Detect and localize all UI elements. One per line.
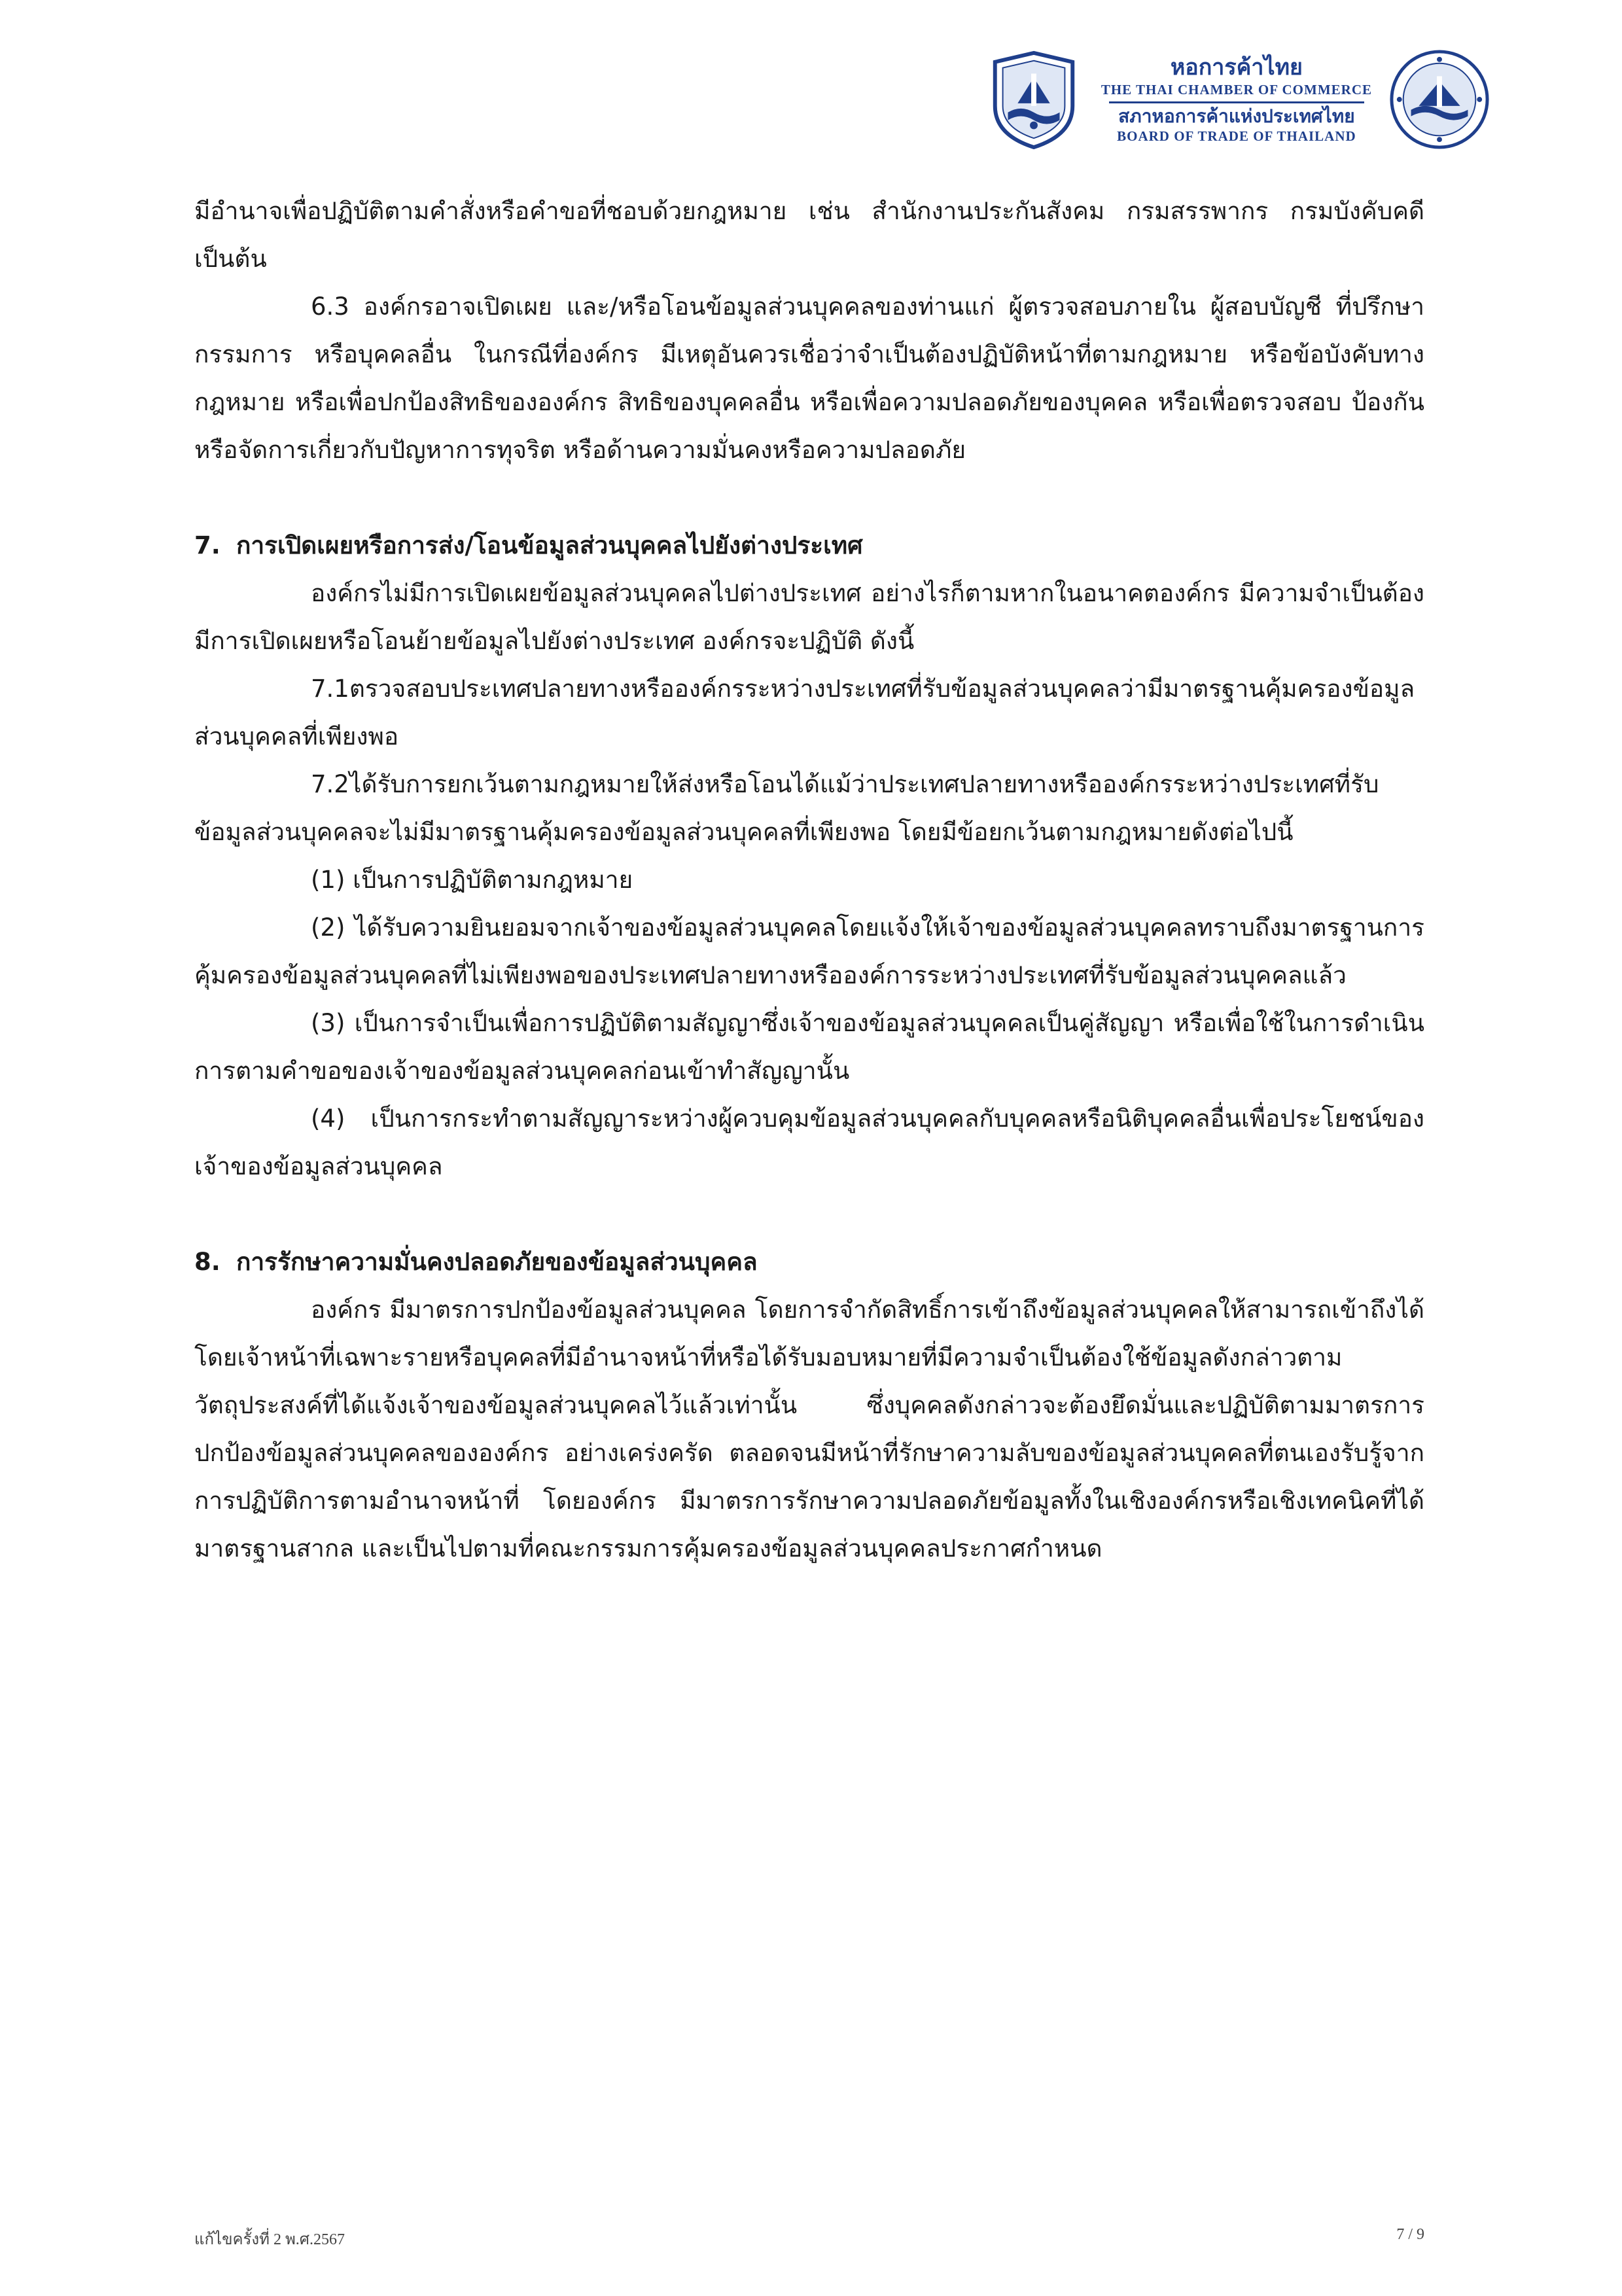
section-7-title: การเปิดเผยหรือการส่ง/โอนข้อมูลส่วนบุคคลไปยังต่างประเทศ <box>236 531 863 559</box>
paragraph-continuation: มีอำนาจเพื่อปฏิบัติตามคำสั่งหรือคำขอที่ชอบด้วยกฎหมาย เช่น สำนักงานประกันสังคม กรมสรรพากร กรมบังคับคดี เป็นต้น <box>194 197 1424 273</box>
section-7-item-2: (2) ได้รับความยินยอมจากเจ้าของข้อมูลส่วนบุคคลโดยแจ้งให้เจ้าของข้อมูลส่วนบุคคลทราบถึงมาตรฐานการคุ้มครองข้อมูลส่วนบุคคลที่ไม่เพียงพอของประเทศปลายทางหรือองค์การระหว่างประเทศที่รับข้อมูลส่วนบุคคลแล้ว <box>194 913 1424 989</box>
section-7-item-3: (3) เป็นการจำเป็นเพื่อการปฏิบัติตามสัญญาซึ่งเจ้าของข้อมูลส่วนบุคคลเป็นคู่สัญญา หรือเพื่อใช้ในการดำเนินการตามคำขอของเจ้าของข้อมูลส่วนบุคคลก่อนเข้าทำสัญญานั้น <box>194 1009 1424 1085</box>
section-spacer <box>194 474 1424 521</box>
board-name-en: BOARD OF TRADE OF THAILAND <box>1117 128 1356 145</box>
section-8-heading <box>194 1238 1424 1286</box>
section-7-heading <box>194 521 1424 569</box>
paragraph-6-3: 6.3 องค์กรอาจเปิดเผย และ/หรือโอนข้อมูลส่วนบุคคลของท่านแก่ ผู้ตรวจสอบภายใน ผู้สอบบัญชี ที่ปรึกษากรรมการ หรือบุคคลอื่น ในกรณีที่องค์กร มีเหตุอันควรเชื่อว่าจำเป็นต้องปฏิบัติหน้าที่ตามกฎหมาย หรือข้อบังคับทางกฎหมาย หรือเพื่อปกป้องสิทธิขององค์กร สิทธิของบุคคลอื่น หรือเพื่อความปลอดภัยของบุคคล หรือเพื่อตรวจสอบ ป้องกัน หรือจัดการเกี่ยวกับปัญหาการทุจริต หรือด้านความมั่นคงหรือความปลอดภัย <box>194 292 1424 464</box>
page-number: 7 / 9 <box>1396 2226 1424 2243</box>
document-body <box>194 187 1424 1572</box>
section-7-item-1: (1) เป็นการปฏิบัติตามกฎหมาย <box>311 866 633 894</box>
section-7-2: 7.2ได้รับการยกเว้นตามกฎหมายให้ส่งหรือโอนได้แม้ว่าประเทศปลายทางหรือองค์กรระหว่างประเทศที่รับข้อมูลส่วนบุคคลจะไม่มีมาตรฐานคุ้มครองข้อมูลส่วนบุคคลที่เพียงพอ โดยมีข้อยกเว้นตามกฎหมายดังต่อไปนี้ <box>194 770 1379 846</box>
page-footer <box>194 2226 1424 2252</box>
section-8-number: 8. <box>194 1248 220 1276</box>
section-7-number: 7. <box>194 531 220 559</box>
chamber-name-th: หอการค้าไทย <box>1170 54 1303 80</box>
section-8-paragraph: องค์กร มีมาตรการปกป้องข้อมูลส่วนบุคคล โดยการจำกัดสิทธิ์การเข้าถึงข้อมูลส่วนบุคคลให้สามารถเข้าถึงได้โดยเจ้าหน้าที่เฉพาะรายหรือบุคคลที่มีอำนาจหน้าที่หรือได้รับมอบหมายที่มีความจำเป็นต้องใช้ข้อมูลดังกล่าวตามวัตถุประสงค์ที่ได้แจ้งเจ้าของข้อมูลส่วนบุคคลไว้แล้วเท่านั้น ซึ่งบุคคลดังกล่าวจะต้องยึดมั่นและปฏิบัติตามมาตรการปกป้องข้อมูลส่วนบุคคลขององค์กร อย่างเคร่งครัด ตลอดจนมีหน้าที่รักษาความลับของข้อมูลส่วนบุคคลที่ตนเองรับรู้จากการปฏิบัติการตามอำนาจหน้าที่ โดยองค์กร มีมาตรการรักษาความปลอดภัยข้อมูลทั้งในเชิงองค์กรหรือเชิงเทคนิคที่ได้มาตรฐานสากล และเป็นไปตามที่คณะกรรมการคุ้มครองข้อมูลส่วนบุคคลประกาศกำหนด <box>194 1296 1424 1563</box>
chamber-name-block <box>1101 55 1372 145</box>
section-spacer <box>194 1190 1424 1238</box>
revision-note: แก้ไขครั้งที่ 2 พ.ศ.2567 <box>194 2231 345 2248</box>
section-7-item-4: (4) เป็นการกระทำตามสัญญาระหว่างผู้ควบคุมข้อมูลส่วนบุคคลกับบุคคลหรือนิติบุคคลอื่นเพื่อประโยชน์ของเจ้าของข้อมูลส่วนบุคคล <box>194 1104 1424 1180</box>
chamber-divider <box>1109 101 1364 103</box>
board-name-th: สภาหอการค้าแห่งประเทศไทย <box>1118 105 1355 127</box>
board-of-trade-seal-logo <box>982 48 1085 151</box>
board-of-trade-emblem-logo <box>1388 48 1491 151</box>
letterhead <box>982 47 1491 152</box>
section-7-1: 7.1ตรวจสอบประเทศปลายทางหรือองค์กรระหว่างประเทศที่รับข้อมูลส่วนบุคคลว่ามีมาตรฐานคุ้มครองข้อมูลส่วนบุคคลที่เพียงพอ <box>194 675 1415 751</box>
chamber-name-en: THE THAI CHAMBER OF COMMERCE <box>1101 81 1372 97</box>
section-7-intro: องค์กรไม่มีการเปิดเผยข้อมูลส่วนบุคคลไปต่างประเทศ อย่างไรก็ตามหากในอนาคตองค์กร มีความจำเป็นต้องมีการเปิดเผยหรือโอนย้ายข้อมูลไปยังต่างประเทศ องค์กรจะปฏิบัติ ดังนี้ <box>194 579 1424 655</box>
section-8-title: การรักษาความมั่นคงปลอดภัยของข้อมูลส่วนบุคคล <box>236 1248 758 1276</box>
